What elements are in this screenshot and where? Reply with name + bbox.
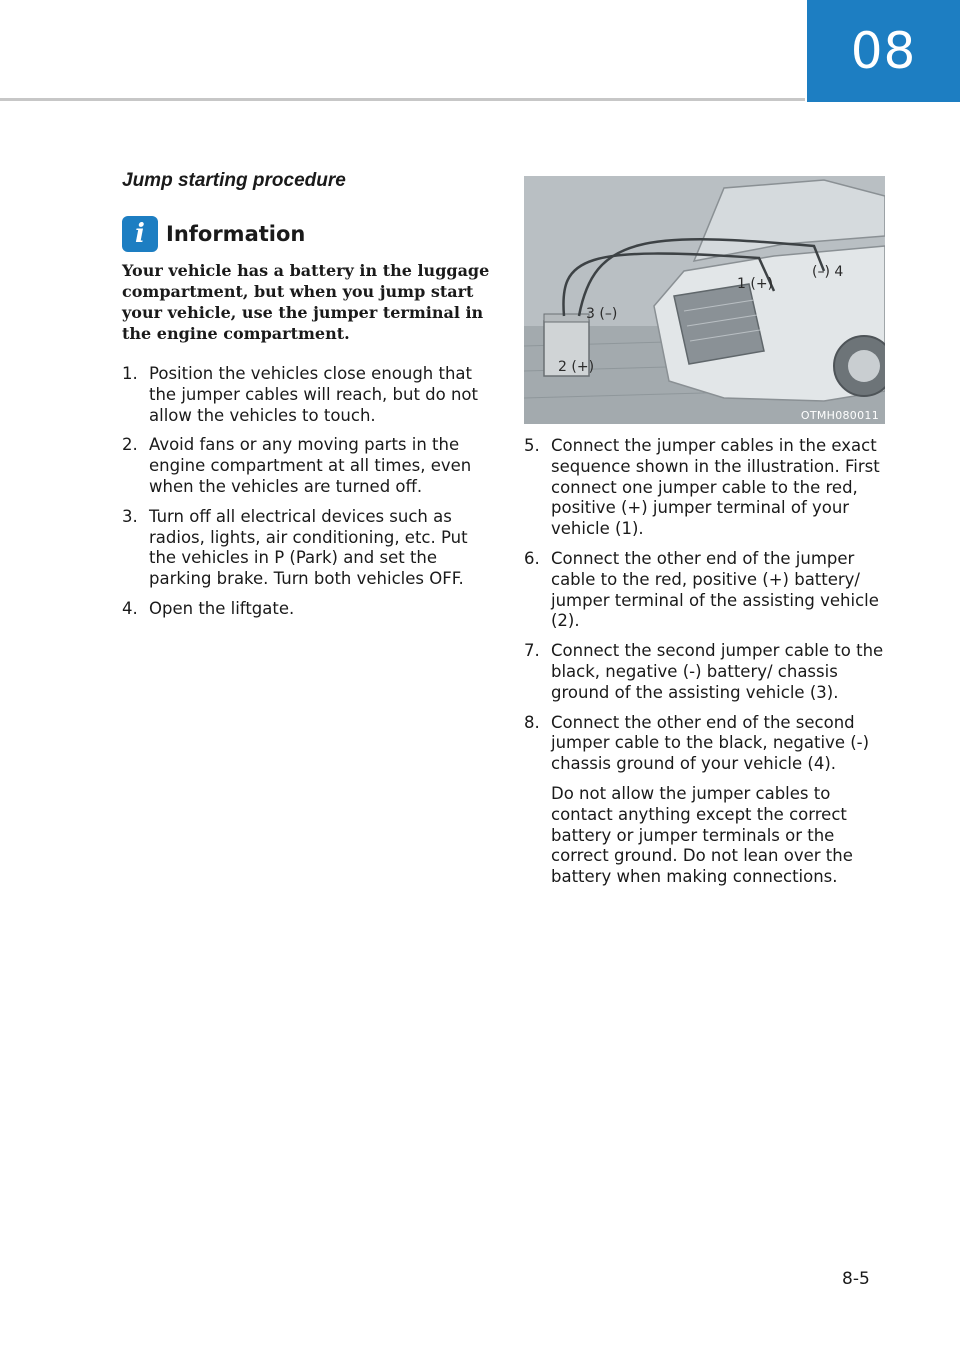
- step-number: 1.: [122, 364, 138, 383]
- label-2: 2 (+): [558, 359, 595, 375]
- caution-note: Do not allow the jumper cables to contact anything except the correct battery or jumper terminals or the correct ground. Do not lean over the battery when making connections.: [551, 783, 853, 887]
- step-text: Connect the other end of the jumper cable to the red, positive (+) battery/ jumper terminal of the assisting vehicle (2).: [551, 548, 879, 631]
- step-number: 3.: [122, 506, 138, 526]
- step-number: 4.: [122, 598, 138, 618]
- list-item: [122, 507, 492, 590]
- jump-start-illustration: [524, 176, 885, 424]
- label-4: (–) 4: [812, 264, 844, 280]
- step-number: 6.: [524, 548, 540, 568]
- header-rule: [0, 98, 805, 101]
- info-icon: i: [122, 216, 158, 252]
- list-item: [524, 713, 888, 775]
- page-number: 8-5: [842, 1269, 870, 1289]
- list-item: [122, 435, 492, 497]
- illustration-svg: [524, 176, 885, 424]
- list-item: [524, 436, 888, 540]
- step-text: Open the liftgate.: [149, 598, 295, 618]
- info-body: Your vehicle has a battery in the luggage compartment, but when you jump start your vehicle, use the jumper terminal in the engine compartment.: [122, 261, 490, 343]
- step-text: Connect the second jumper cable to the black, negative (-) battery/ chassis ground of the assisting vehicle (3).: [551, 641, 884, 702]
- list-item: [122, 599, 492, 620]
- section-title: Jump starting procedure: [122, 170, 346, 191]
- step-number: 7.: [524, 641, 540, 661]
- info-header: [122, 216, 492, 252]
- label-1: 1 (+): [737, 276, 774, 292]
- list-item: [524, 641, 888, 703]
- step-number: 8.: [524, 712, 540, 732]
- steps-list-left: [122, 364, 492, 620]
- step-text: Connect the other end of the second jumper cable to the black, negative (-) chassis ground of your vehicle (4).: [551, 712, 870, 774]
- steps-list-right: [524, 436, 888, 775]
- list-item: [524, 549, 888, 632]
- step-number: 5.: [524, 436, 540, 455]
- right-column: [524, 176, 888, 888]
- chapter-tab: 08: [807, 0, 960, 102]
- label-3: 3 (–): [586, 306, 618, 322]
- left-column: [122, 170, 492, 629]
- info-title: Information: [166, 222, 306, 246]
- step-text: Connect the jumper cables in the exact sequence shown in the illustration. First connect one jumper cable to the red, positive (+) jumper terminal of your vehicle (1).: [551, 436, 880, 539]
- step-text: Turn off all electrical devices such as radios, lights, air conditioning, etc. Put the vehicles in P (Park) and set the parking brake. Turn both vehicles OFF.: [149, 506, 468, 589]
- list-item: [122, 364, 492, 426]
- step-number: 2.: [122, 435, 138, 455]
- step-text: Avoid fans or any moving parts in the engine compartment at all times, even when the vehicles are turned off.: [149, 435, 472, 496]
- figure-code: OTMH080011: [800, 409, 879, 422]
- step-text: Position the vehicles close enough that the jumper cables will reach, but do not allow the vehicles to touch.: [149, 364, 479, 425]
